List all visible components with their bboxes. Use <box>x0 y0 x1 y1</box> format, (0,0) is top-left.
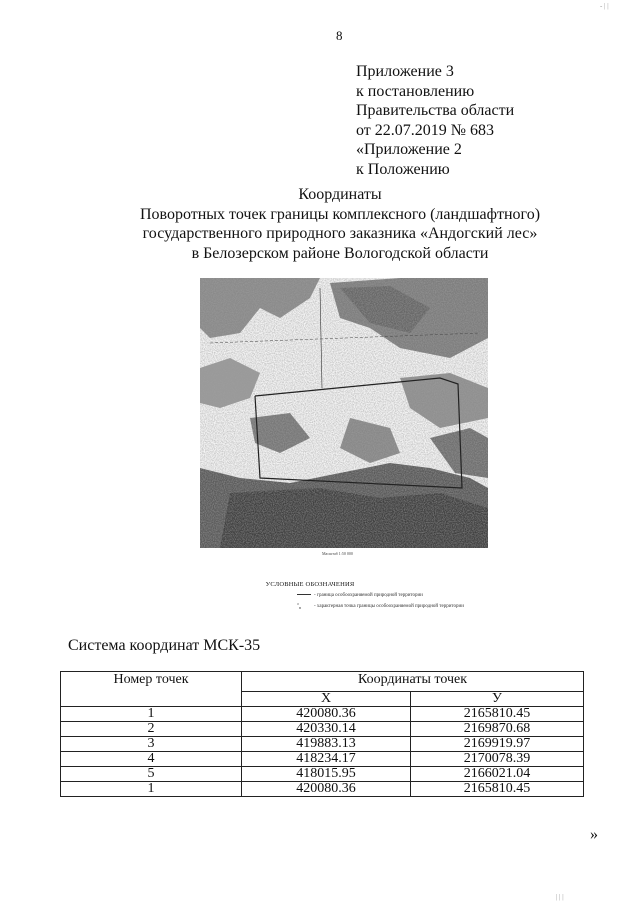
appendix-line: к постановлению <box>356 82 475 100</box>
point-number-cell: 3 <box>61 737 242 752</box>
closing-quote: » <box>590 826 598 843</box>
legend-title: УСЛОВНЫЕ ОБОЗНАЧЕНИЯ <box>265 581 355 588</box>
x-cell: 420080.36 <box>242 707 411 722</box>
y-cell: 2165810.45 <box>411 707 584 722</box>
scan-mark: | | | <box>556 893 564 901</box>
title-line: Поворотных точек границы комплексного (ландшафтного) <box>139 205 541 223</box>
header-point-number: Номер точек <box>61 672 242 707</box>
map-scale-note: Масштаб 1:50 000 <box>322 551 353 556</box>
appendix-line: Приложение 3 <box>356 63 454 80</box>
legend-item-label: - граница особоохраняемой природной территории <box>314 593 423 598</box>
title-line: в Белозерском районе Вологодской области <box>191 244 489 262</box>
x-cell: 420330.14 <box>242 722 411 737</box>
legend-item-label: - характерная точка границы особоохраняемой природной территории <box>314 604 464 609</box>
point-number-cell: 2 <box>61 722 242 737</box>
table-row <box>61 722 584 737</box>
table-row <box>61 782 584 797</box>
title-line: Координаты <box>298 186 382 203</box>
page-number: 8 <box>336 28 343 43</box>
x-cell: 418015.95 <box>242 767 411 782</box>
point-number-cell: 5 <box>61 767 242 782</box>
y-cell: 2169870.68 <box>411 722 584 737</box>
header-coordinates: Координаты точек <box>242 672 584 692</box>
table-row <box>61 752 584 767</box>
coordinate-system-label: Система координат МСК-35 <box>68 637 261 654</box>
coordinates-table <box>60 671 584 797</box>
point-number-cell: 1 <box>61 782 242 797</box>
appendix-line: к Положению <box>356 160 450 178</box>
scan-mark: - | | <box>600 2 609 10</box>
x-cell: 420080.36 <box>242 782 411 797</box>
appendix-line: от 22.07.2019 № 683 <box>356 121 495 139</box>
document-title <box>60 185 620 263</box>
appendix-header <box>356 62 514 179</box>
y-cell: 2165810.45 <box>411 782 584 797</box>
boundary-line-icon <box>297 594 311 595</box>
header-y: У <box>411 692 584 707</box>
y-cell: 2166021.04 <box>411 767 584 782</box>
y-cell: 2170078.39 <box>411 752 584 767</box>
appendix-line: Правительства области <box>356 102 515 119</box>
y-cell: 2169919.97 <box>411 737 584 752</box>
table-row <box>61 737 584 752</box>
x-cell: 419883.13 <box>242 737 411 752</box>
point-number-cell: 4 <box>61 752 242 767</box>
legend-item-boundary <box>297 593 423 598</box>
point-number-cell: 1 <box>61 707 242 722</box>
table-row <box>61 767 584 782</box>
reserve-map-image <box>200 278 488 548</box>
boundary-point-icon: $^\circ_n$ <box>297 604 302 610</box>
title-line: государственного природного заказника «Андогский лес» <box>142 225 538 242</box>
header-x: X <box>242 692 411 707</box>
table-row <box>61 707 584 722</box>
x-cell: 418234.17 <box>242 752 411 767</box>
legend-item-point <box>297 604 464 610</box>
appendix-line: «Приложение 2 <box>356 141 462 158</box>
